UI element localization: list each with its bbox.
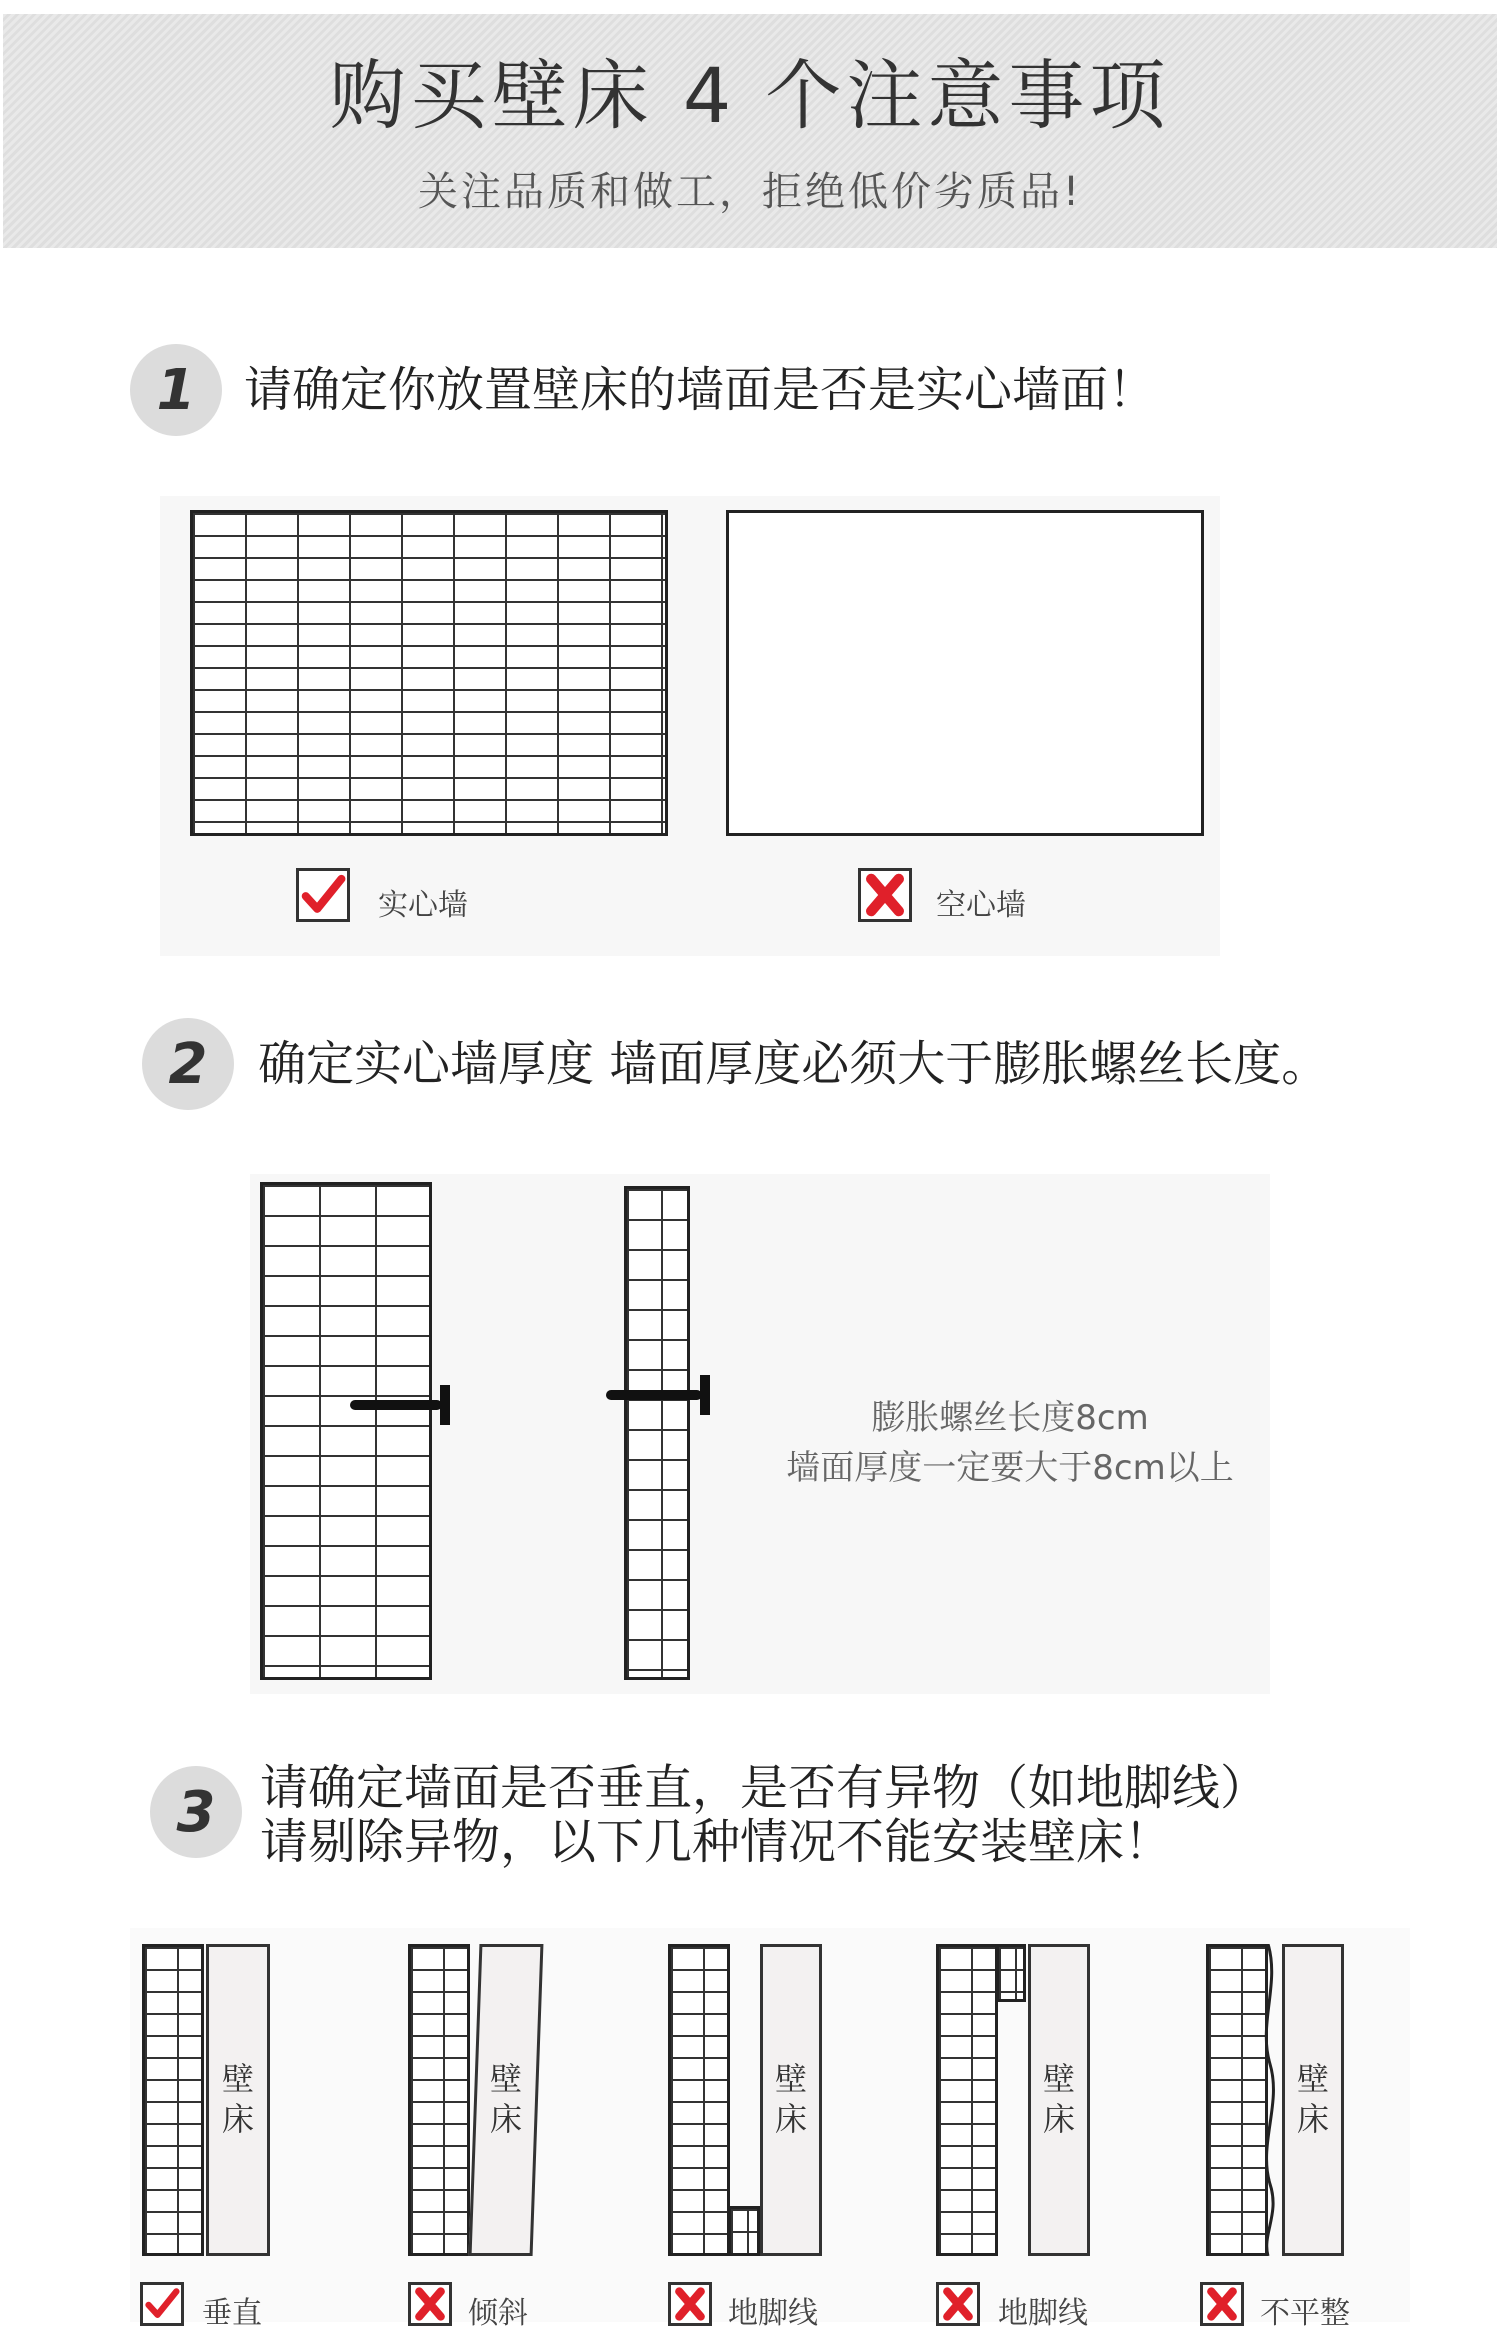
section-1-number-badge: 1: [130, 344, 222, 436]
section-3-number-badge: 3: [150, 1766, 242, 1858]
bed-label-2: 床: [1296, 2100, 1329, 2138]
baseboard-icon: [728, 2206, 760, 2256]
cross-icon: [408, 2282, 452, 2326]
screw-head-icon: [440, 1385, 450, 1425]
bed-label-2: 床: [489, 2100, 522, 2138]
solid-wall-illustration: [190, 510, 668, 836]
hollow-wall-label: 空心墙: [936, 888, 1026, 923]
wall-protrusion-icon: [996, 1944, 1026, 2002]
bed-label-1: 壁: [489, 2060, 522, 2098]
check-icon: [140, 2282, 184, 2326]
cross-icon: [668, 2282, 712, 2326]
bed-label-2: 床: [221, 2100, 254, 2138]
cross-icon: [858, 868, 912, 922]
header-banner: [3, 14, 1497, 248]
check-icon: [296, 868, 350, 922]
case-label: 垂直: [202, 2296, 262, 2331]
wall-icon: [142, 1944, 204, 2256]
thin-wall-illustration: [624, 1186, 690, 1680]
case-label: 倾斜: [468, 2296, 528, 2331]
expansion-screw-icon: [606, 1390, 702, 1400]
hollow-wall-illustration: [726, 510, 1204, 836]
page-subtitle: 关注品质和做工，拒绝低价劣质品!: [417, 169, 1083, 215]
solid-wall-label: 实心墙: [378, 888, 468, 923]
bed-label-2: 床: [1042, 2100, 1075, 2138]
cross-icon: [1200, 2282, 1244, 2326]
section-3-heading-line2: 请剔除异物，以下几种情况不能安装壁床！: [260, 1814, 1173, 1870]
section-2-number-badge: 2: [142, 1018, 234, 1110]
bed-label-2: 床: [774, 2100, 807, 2138]
section-3-heading-line1: 请确定墙面是否垂直，是否有异物（如地脚线）: [260, 1760, 1269, 1816]
bed-label-1: 壁: [774, 2060, 807, 2098]
wall-icon: [408, 1944, 470, 2256]
bed-label-1: 壁: [1042, 2060, 1075, 2098]
bed-label-1: 壁: [1296, 2060, 1329, 2098]
cross-icon: [936, 2282, 980, 2326]
case-label: 地脚线: [998, 2296, 1088, 2331]
screw-length-note: 膨胀螺丝长度8cm: [871, 1398, 1149, 1438]
expansion-screw-icon: [350, 1400, 442, 1410]
page-title: 购买壁床 4 个注意事项: [329, 51, 1171, 140]
wall-thickness-note: 墙面厚度一定要大于8cm以上: [786, 1448, 1234, 1488]
screw-head-icon: [700, 1375, 710, 1415]
case-label: 不平整: [1260, 2296, 1350, 2331]
wall-icon: [668, 1944, 730, 2256]
section-1-heading: 请确定你放置壁床的墙面是否是实心墙面！: [244, 362, 1157, 418]
wall-icon: [936, 1944, 998, 2256]
uneven-surface-icon: [1258, 1944, 1282, 2256]
thick-wall-illustration: [260, 1182, 432, 1680]
bed-label-1: 壁: [221, 2060, 254, 2098]
case-label: 地脚线: [728, 2296, 818, 2331]
section-2-heading: 确定实心墙厚度 墙面厚度必须大于膨胀螺丝长度。: [258, 1036, 1330, 1092]
